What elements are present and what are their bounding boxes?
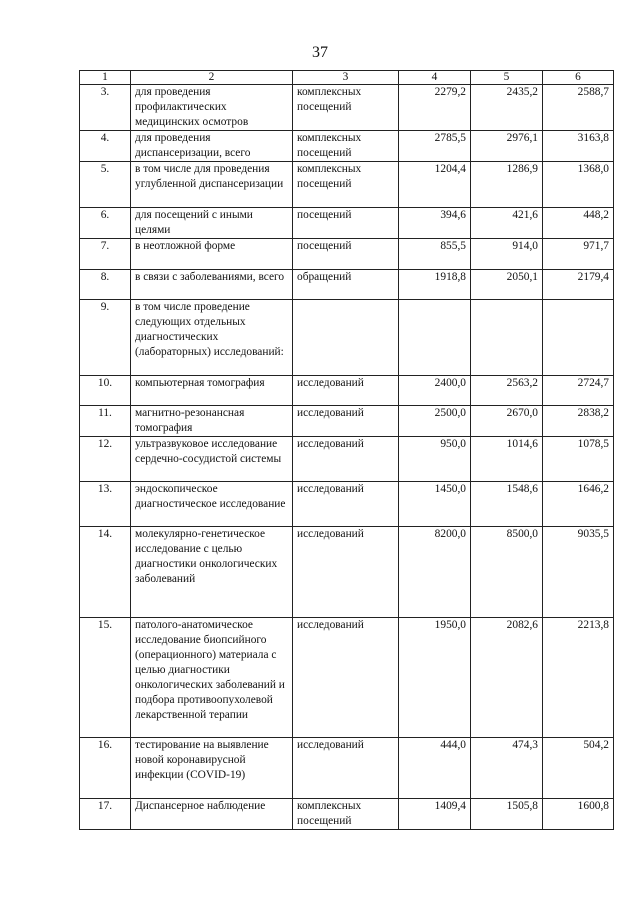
column-header: 2 [131,71,293,85]
row-value-3: 2179,4 [543,270,614,300]
row-value-1: 855,5 [399,239,471,270]
row-name: эндоскопическое диагностическое исследование [131,482,293,527]
table-row [80,162,614,208]
row-value-2: 2082,6 [471,618,543,738]
row-value-1: 2500,0 [399,406,471,437]
row-unit: комплексных посещений [293,162,399,208]
table-row [80,208,614,239]
row-value-1: 8200,0 [399,527,471,618]
row-value-1: 1950,0 [399,618,471,738]
row-number: 17. [80,799,131,830]
row-name: тестирование на выявление новой коронавирусной инфекции (COVID-19) [131,738,293,799]
row-value-1: 1204,4 [399,162,471,208]
row-value-2 [471,300,543,376]
row-number: 6. [80,208,131,239]
row-unit: посещений [293,239,399,270]
table-row [80,270,614,300]
column-header: 6 [543,71,614,85]
row-value-2: 2435,2 [471,85,543,131]
row-number: 4. [80,131,131,162]
row-unit: комплексных посещений [293,799,399,830]
row-name: компьютерная томография [131,376,293,406]
row-value-2: 2976,1 [471,131,543,162]
row-name: патолого-анатомическое исследование биопсийного (операционного) материала с целью диагностики онкологических заболеваний и подбора противоопухолевой лекарственной терапии [131,618,293,738]
row-name: молекулярно-генетическое исследование с целью диагностики онкологических заболеваний [131,527,293,618]
table-row [80,131,614,162]
table-row [80,406,614,437]
row-name: в неотложной форме [131,239,293,270]
row-name: в том числе проведение следующих отдельных диагностических (лабораторных) исследований: [131,300,293,376]
row-name: ультразвуковое исследование сердечно-сосудистой системы [131,437,293,482]
row-value-1: 1918,8 [399,270,471,300]
row-value-2: 1505,8 [471,799,543,830]
row-value-3 [543,300,614,376]
row-value-3: 1600,8 [543,799,614,830]
column-header: 5 [471,71,543,85]
row-value-1: 394,6 [399,208,471,239]
row-number: 10. [80,376,131,406]
row-value-3: 448,2 [543,208,614,239]
table-row [80,300,614,376]
row-value-2: 2563,2 [471,376,543,406]
row-value-2: 474,3 [471,738,543,799]
row-name: в том числе для проведения углубленной диспансеризации [131,162,293,208]
row-value-1 [399,300,471,376]
table-row [80,738,614,799]
row-unit: посещений [293,208,399,239]
table-header-row [80,71,614,85]
row-unit: комплексных посещений [293,131,399,162]
row-number: 5. [80,162,131,208]
column-header: 1 [80,71,131,85]
row-value-1: 1409,4 [399,799,471,830]
row-unit: исследований [293,406,399,437]
row-value-2: 1014,6 [471,437,543,482]
table-row [80,527,614,618]
row-value-3: 9035,5 [543,527,614,618]
row-value-2: 1548,6 [471,482,543,527]
row-value-2: 2050,1 [471,270,543,300]
row-value-1: 2785,5 [399,131,471,162]
row-number: 11. [80,406,131,437]
row-number: 7. [80,239,131,270]
row-value-2: 421,6 [471,208,543,239]
row-number: 3. [80,85,131,131]
row-value-3: 1646,2 [543,482,614,527]
row-value-1: 1450,0 [399,482,471,527]
row-number: 8. [80,270,131,300]
row-unit: исследований [293,482,399,527]
row-unit: исследований [293,527,399,618]
row-value-3: 971,7 [543,239,614,270]
row-number: 16. [80,738,131,799]
row-value-2: 8500,0 [471,527,543,618]
row-value-1: 950,0 [399,437,471,482]
table-row [80,618,614,738]
row-value-3: 2588,7 [543,85,614,131]
row-unit: обращений [293,270,399,300]
row-value-3: 1368,0 [543,162,614,208]
column-header: 4 [399,71,471,85]
row-value-3: 2838,2 [543,406,614,437]
row-unit: исследований [293,437,399,482]
row-number: 14. [80,527,131,618]
table-row [80,376,614,406]
row-value-1: 2279,2 [399,85,471,131]
row-value-2: 2670,0 [471,406,543,437]
row-value-3: 3163,8 [543,131,614,162]
row-value-2: 1286,9 [471,162,543,208]
table-row [80,239,614,270]
row-number: 9. [80,300,131,376]
column-header: 3 [293,71,399,85]
row-value-3: 504,2 [543,738,614,799]
table-row [80,482,614,527]
table-row [80,437,614,482]
row-unit: исследований [293,738,399,799]
row-name: Диспансерное наблюдение [131,799,293,830]
row-number: 13. [80,482,131,527]
table-row [80,799,614,830]
row-value-1: 2400,0 [399,376,471,406]
row-name: магнитно-резонансная томография [131,406,293,437]
page-number: 37 [312,44,328,61]
row-number: 15. [80,618,131,738]
row-value-1: 444,0 [399,738,471,799]
row-unit: исследований [293,618,399,738]
row-value-3: 2213,8 [543,618,614,738]
row-name: для посещений с иными целями [131,208,293,239]
row-value-2: 914,0 [471,239,543,270]
row-name: для проведения профилактических медицинских осмотров [131,85,293,131]
row-value-3: 1078,5 [543,437,614,482]
row-name: в связи с заболеваниями, всего [131,270,293,300]
row-unit: комплексных посещений [293,85,399,131]
row-unit [293,300,399,376]
row-unit: исследований [293,376,399,406]
row-number: 12. [80,437,131,482]
table-row [80,85,614,131]
row-name: для проведения диспансеризации, всего [131,131,293,162]
norms-table [79,70,614,830]
row-value-3: 2724,7 [543,376,614,406]
